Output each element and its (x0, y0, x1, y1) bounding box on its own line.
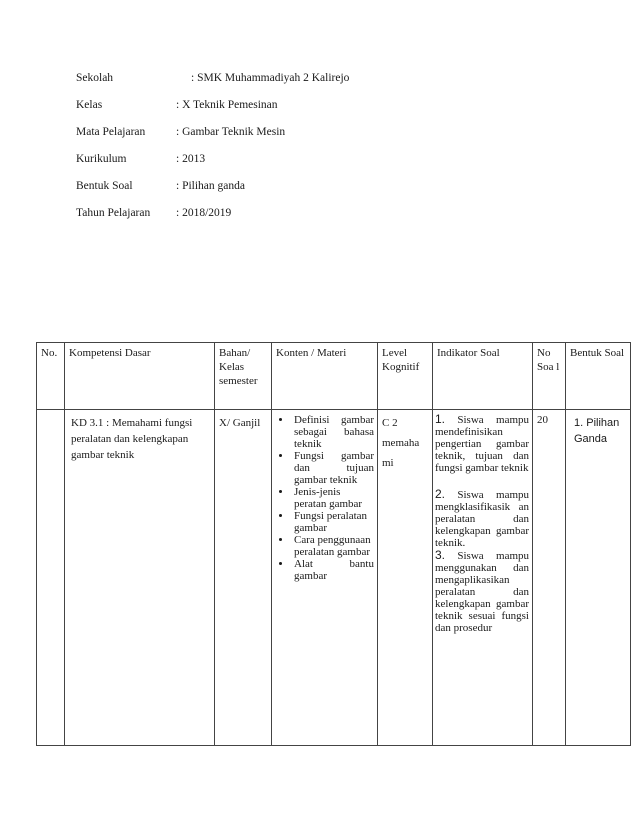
cell-no-soal: 20 (533, 410, 566, 746)
indikator-number: 3. (435, 548, 446, 562)
konten-list (276, 414, 374, 582)
indikator-text: Siswa mampu mendefinisikan pengertian gambar teknik, tujuan dan fungsi gambar teknik (435, 414, 530, 474)
list-item: • Definisi gambar sebagai bahasa teknik (292, 414, 374, 450)
info-label: Kelas (76, 98, 103, 111)
header-bahan-kelas: Bahan/ Kelas semester (215, 343, 272, 410)
list-item: • Cara penggunaan peralatan gambar (292, 534, 374, 558)
info-row-sekolah (76, 64, 349, 91)
indikator-number: 1. (435, 412, 446, 426)
bahan-text: X/ Ganjil (219, 417, 261, 429)
cell-no (37, 410, 65, 746)
header-indikator-soal: Indikator Soal (433, 343, 533, 410)
kisi-kisi-table (36, 342, 631, 746)
indikator-number: 2. (435, 487, 446, 501)
list-item (435, 413, 529, 474)
cell-level-kognitif (378, 410, 433, 746)
header-no-soal: No Soa l (533, 343, 566, 410)
kd-text: KD 3.1 : Memahami fungsi peralatan dan kelengkapan gambar teknik (71, 417, 193, 461)
list-item: • Jenis-jenis peratan gambar (292, 486, 374, 510)
list-item: • Fungsi peralatan gambar (292, 510, 374, 534)
info-label: Tahun Pelajaran (76, 206, 151, 219)
document-header-info (76, 64, 349, 226)
header-level-kognitif: Level Kognitif (378, 343, 433, 410)
indikator-list (435, 413, 529, 634)
bentuk-text: 1. Pilihan Ganda (574, 417, 620, 445)
level-text: C 2 memaha mi (382, 417, 420, 469)
info-label: Mata Pelajaran (76, 125, 146, 138)
header-no: No. (37, 343, 65, 410)
info-value: : Pilihan ganda (176, 179, 245, 192)
header-kompetensi-dasar: Kompetensi Dasar (65, 343, 215, 410)
table-row (37, 410, 631, 746)
info-row-kurikulum (76, 145, 349, 172)
cell-konten-materi (272, 410, 378, 746)
list-item (435, 488, 529, 549)
info-label: Bentuk Soal (76, 179, 133, 192)
cell-kompetensi-dasar (65, 410, 215, 746)
info-row-mata-pelajaran (76, 118, 349, 145)
info-value: : 2013 (176, 152, 206, 165)
info-row-kelas (76, 91, 349, 118)
info-row-bentuk-soal (76, 172, 349, 199)
info-value: : X Teknik Pemesinan (176, 98, 278, 111)
indikator-text: Siswa mampu mengklasifikasik an peralatan dan kelengkapan gambar teknik. (435, 489, 530, 549)
cell-indikator-soal (433, 410, 533, 746)
list-item: • Fungsi gambar dan tujuan gambar teknik (292, 450, 374, 486)
info-label: Sekolah (76, 71, 114, 84)
info-value: : SMK Muhammadiyah 2 Kalirejo (191, 71, 350, 84)
table-header-row (37, 343, 631, 410)
list-item: • Alat bantu gambar (292, 558, 374, 582)
header-konten-materi: Konten / Materi (272, 343, 378, 410)
info-row-tahun-pelajaran (76, 199, 349, 226)
info-value: : 2018/2019 (176, 206, 232, 219)
info-value: : Gambar Teknik Mesin (176, 125, 286, 138)
header-bentuk-soal: Bentuk Soal (566, 343, 631, 410)
cell-bentuk-soal (566, 410, 631, 746)
info-label: Kurikulum (76, 152, 127, 165)
indikator-text: Siswa mampu menggunakan dan mengaplikasikan peralatan dan kelengkapan gambar teknik sesuai fungsi dan prosedur (435, 550, 530, 634)
list-item (435, 549, 529, 634)
cell-bahan-kelas (215, 410, 272, 746)
